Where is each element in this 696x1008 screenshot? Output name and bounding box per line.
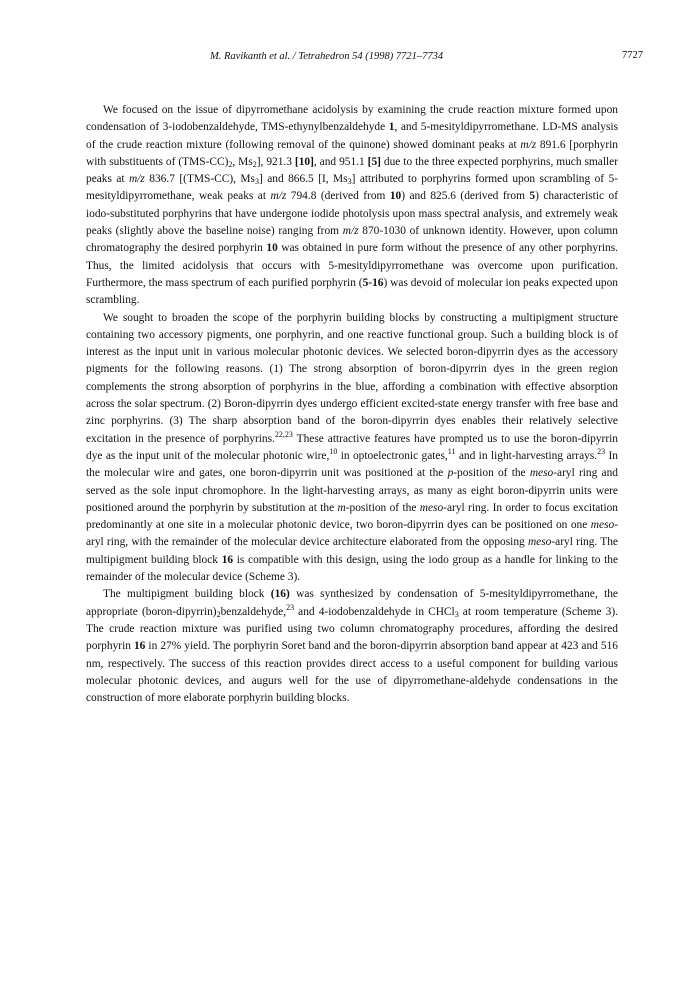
text-run: and 4-iodobenzaldehyde in CHCl — [294, 605, 455, 618]
text-run: m — [337, 501, 346, 514]
text-run: 870-1030 of unknown identity. However, upon column chromatography the desired porphyrin — [86, 225, 618, 255]
text-run: 3 — [347, 177, 352, 187]
text-run: We sought to broaden the scope of the porphyrin building blocks by constructing a multipigment structure containing two accessory pigments, one porphyrin, and one reactive functional group. Such a building block is of interest as the input unit in various molecular photonic devices. We selected boron-dipyrrin dyes as the accessory pigments for the following reasons. (1) The strong absorption of boron-dipyrrin dyes in the green region complements the strong absorption of porphyrins in the blue, affording a combination with effective absorption across the solar spectrum. (2) Boron-dipyrrin dyes undergo efficient excited-state energy transfer with free base and zinc porphyrins. (3) The sharp absorption band of the boron-dipyrrin dyes enables their relatively selective excitation in the presence of porphyrins. — [86, 311, 618, 445]
text-run: meso — [419, 501, 444, 514]
text-run: m/z — [520, 138, 537, 151]
paragraph-acidolysis — [86, 102, 618, 310]
text-run: ) and 825.6 (derived from — [401, 190, 530, 203]
text-run: 16 — [221, 553, 234, 566]
text-run: -aryl ring, with the remainder of the molecular device architecture elaborated from the opposing — [86, 519, 618, 549]
text-run: , Ms — [232, 155, 253, 168]
text-run: , and 5-mesityldipyrromethane. LD-MS analysis of the crude reaction mixture (following removal of the quinone) showed dominant peaks at — [86, 121, 618, 151]
text-run: -aryl ring and served as the sole input chromophore. In the light-harvesting arrays, as many as eight boron-dipyrrin units were positioned around the porphyrin by substitution at the — [86, 467, 618, 514]
text-run: 23 — [286, 602, 295, 612]
text-run: , and 951.1 — [313, 155, 368, 168]
text-run: m/z — [270, 190, 287, 203]
text-run: in optoelectronic gates, — [337, 449, 448, 462]
text-run: benzaldehyde, — [220, 605, 287, 618]
text-run: and in light-harvesting arrays. — [455, 449, 598, 462]
text-run: -aryl ring. In order to focus excitation predominantly at one site in a molecular photonic device, two boron-dipyrrin dyes can be positioned on one — [86, 501, 619, 532]
text-run: 2 — [216, 609, 221, 619]
text-run: 10 — [266, 242, 278, 255]
text-run: [5] — [367, 155, 381, 168]
text-run: ], 921.3 — [256, 155, 295, 168]
text-run: These attractive features have prompted us to use the boron-dipyrrin dye as the input unit of the molecular photonic wire, — [86, 432, 618, 462]
text-run: In the molecular wire and gates, one boron-dipyrrin unit was positioned at the — [86, 449, 618, 480]
text-run: in 27% yield. The porphyrin Soret band and the boron-dipyrrin absorption band appear at 423 and 516 nm, respectively. The success of this reaction provides direct access to a useful component for building various molecular photonic devices, and augurs well for the use of dipyrromethane-aldehyde condensations in the construction of more elaborate porphyrin building blocks. — [86, 640, 618, 705]
text-run: The multipigment building block — [103, 588, 271, 601]
text-run: 23 — [597, 446, 606, 456]
text-run: was obtained in pure form without the presence of any other porphyrins. Thus, the limited acidolysis that occurs with 5-mesityldipyrromethane was overcome upon purification. Furthermore, the mass spectrum of each purified porphyrin ( — [86, 242, 618, 289]
text-run: ] attributed to porphyrins formed upon scrambling of 5-mesityldipyrromethane, weak peaks at — [86, 173, 619, 203]
text-run: is compatible with this design, using the iodo group as a handle for linking to the remainder of the molecular device (Scheme 3). — [86, 553, 619, 584]
text-run: (16) — [270, 588, 290, 601]
text-run: meso — [590, 519, 615, 532]
text-run: 22,23 — [274, 429, 293, 439]
page-number: 7727 — [622, 50, 643, 61]
text-run: 3 — [255, 177, 259, 187]
text-run: 2 — [228, 159, 233, 169]
text-run: 794.8 (derived from — [286, 190, 390, 203]
text-run: 10 — [389, 190, 402, 203]
text-run: [10] — [294, 155, 314, 168]
text-run: 2 — [252, 159, 257, 169]
text-run: 836.7 [(TMS-CC), Ms — [144, 173, 255, 186]
running-head: M. Ravikanth et al. / Tetrahedron 54 (1998) 7721–7734 — [210, 51, 444, 62]
text-run: due to the three expected porphyrins, much smaller peaks at — [86, 155, 619, 186]
text-run: m/z — [342, 225, 359, 238]
text-run: ] and 866.5 [I, Ms — [259, 173, 348, 186]
text-run: 16 — [133, 640, 146, 653]
text-run: -aryl ring. The multipigment building block — [86, 536, 618, 566]
paragraph-synthesis — [86, 586, 618, 707]
text-run: m/z — [129, 173, 145, 186]
text-run: We focused on the issue of dipyrromethane acidolysis by examining the crude reaction mixture formed upon condensation of 3-iodobenzaldehyde, TMS-ethynylbenzaldehyde — [86, 104, 618, 134]
text-run: 10 — [329, 446, 338, 456]
text-run: -position of the — [345, 501, 420, 514]
body-text — [86, 102, 618, 707]
paragraph-multipigment-design — [86, 310, 618, 587]
text-run: ) was devoid of molecular ion peaks expected upon scrambling. — [86, 276, 618, 307]
text-run: 891.6 [porphyrin with substituents of (TMS-CC) — [86, 138, 618, 168]
text-run: 5-16 — [362, 276, 384, 289]
text-run: was synthesized by condensation of 5-mesityldipyrromethane, the appropriate (boron-dipyrrin) — [86, 588, 618, 618]
text-run: at room temperature (Scheme 3). The crude reaction mixture was purified using two column chromatography procedures, affording the desired porphyrin — [86, 605, 618, 653]
text-run: meso — [527, 536, 552, 549]
text-run: p — [447, 467, 454, 480]
text-run: ) characteristic of iodo-substituted porphyrins that have undergone iodide photolysis upon mass spectral analysis, and extremely weak peaks (slightly above the baseline noise) ranging from — [86, 190, 618, 238]
text-run: meso — [529, 467, 554, 480]
text-run: 1 — [388, 121, 395, 134]
text-run: 11 — [447, 446, 456, 456]
text-run: 5 — [529, 190, 536, 203]
text-run: 3 — [454, 609, 459, 619]
text-run: -position of the — [453, 467, 530, 480]
